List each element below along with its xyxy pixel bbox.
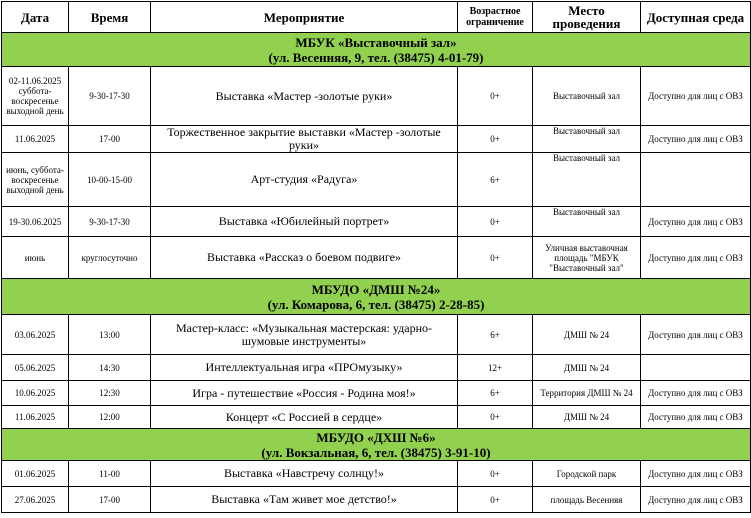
cell-event: Выставка «Юбилейный портрет»	[151, 207, 458, 237]
cell-access: Доступно для лиц с ОВЗ	[641, 381, 751, 406]
cell-date: 03.06.2025	[2, 315, 69, 355]
cell-event: Интеллектуальная игра «ПРОмузыку»	[151, 355, 458, 381]
cell-age: 0+	[458, 487, 533, 513]
table-row	[2, 315, 751, 355]
cell-time: 13:00	[69, 315, 151, 355]
section-header	[2, 279, 751, 315]
cell-age: 6+	[458, 381, 533, 406]
cell-access: Доступно для лиц с ОВЗ	[641, 406, 751, 429]
cell-event: Выставка «Навстречу солнцу!»	[151, 461, 458, 487]
cell-access: Доступно для лиц с ОВЗ	[641, 461, 751, 487]
cell-time: 9-30-17-30	[69, 207, 151, 237]
cell-date: 05.06.2025	[2, 355, 69, 381]
cell-place: ДМШ № 24	[533, 355, 641, 381]
table-row	[2, 487, 751, 513]
cell-event: Арт-студия «Радуга»	[151, 153, 458, 207]
cell-age: 0+	[458, 207, 533, 237]
cell-date: 10.06.2025	[2, 381, 69, 406]
table-row	[2, 153, 751, 207]
section-name: МБУДО «ДМШ №24»	[311, 281, 441, 297]
cell-event: Игра - путешествие «Россия - Родина моя!»	[151, 381, 458, 406]
table-row	[2, 67, 751, 126]
table-row	[2, 406, 751, 429]
table-row	[2, 355, 751, 381]
section-address: (ул. Весенняя, 9, тел. (38475) 4-01-79)	[268, 49, 484, 65]
table-row	[2, 461, 751, 487]
header-date: Дата	[2, 2, 69, 33]
table-row	[2, 126, 751, 153]
cell-age: 0+	[458, 406, 533, 429]
section-address: (ул. Комарова, 6, тел. (38475) 2-28-85)	[267, 296, 485, 312]
cell-access: Доступно для лиц с ОВЗ	[641, 67, 751, 126]
cell-place: Городской парк	[533, 461, 641, 487]
cell-place: Территория ДМШ № 24	[533, 381, 641, 406]
cell-date: 01.06.2025	[2, 461, 69, 487]
cell-place: Выставочный зал	[533, 126, 641, 153]
header-row	[2, 2, 751, 33]
cell-age: 0+	[458, 126, 533, 153]
cell-access: Доступно для лиц с ОВЗ	[641, 237, 751, 279]
cell-place: Уличная выставочная площадь "МБУК "Выставочный зал"	[533, 237, 641, 279]
cell-date: 27.06.2025	[2, 487, 69, 513]
table-row	[2, 207, 751, 237]
header-event: Мероприятие	[151, 2, 458, 33]
cell-access	[641, 355, 751, 381]
cell-event: Выставка «Там живет мое детство!»	[151, 487, 458, 513]
header-age: Возрастное ограничение	[458, 2, 533, 33]
cell-date: 11.06.2025	[2, 126, 69, 153]
cell-place: ДМШ № 24	[533, 406, 641, 429]
events-table	[1, 1, 751, 513]
cell-time: 17-00	[69, 487, 151, 513]
section-address: (ул. Вокзальная, 6, тел. (38475) 3-91-10)	[261, 444, 491, 460]
cell-access: Доступно для лиц с ОВЗ	[641, 207, 751, 237]
cell-time: 14:30	[69, 355, 151, 381]
table-row	[2, 237, 751, 279]
header-access: Доступная среда	[641, 2, 751, 33]
cell-time: 9-30-17-30	[69, 67, 151, 126]
cell-time: круглосуточно	[69, 237, 151, 279]
cell-place: площадь Весенняя	[533, 487, 641, 513]
cell-age: 6+	[458, 315, 533, 355]
cell-event: Выставка «Рассказ о боевом подвиге»	[151, 237, 458, 279]
cell-access: Доступно для лиц с ОВЗ	[641, 126, 751, 153]
cell-time: 17-00	[69, 126, 151, 153]
cell-place: Выставочный зал	[533, 67, 641, 126]
cell-time: 12:30	[69, 381, 151, 406]
cell-place: ДМШ № 24	[533, 315, 641, 355]
cell-age: 0+	[458, 67, 533, 126]
section-name: МБУК «Выставочный зал»	[295, 34, 457, 50]
cell-age: 12+	[458, 355, 533, 381]
cell-event: Торжественное закрытие выставки «Мастер -золотые руки»	[151, 126, 458, 153]
cell-access: Доступно для лиц с ОВЗ	[641, 487, 751, 513]
section-header	[2, 429, 751, 461]
table-row	[2, 381, 751, 406]
cell-date: июнь, суббота-воскресенье выходной день	[2, 153, 69, 207]
cell-place: Выставочный зал	[533, 153, 641, 207]
header-place: Место проведения	[533, 2, 641, 33]
header-time: Время	[69, 2, 151, 33]
cell-time: 11-00	[69, 461, 151, 487]
cell-event: Мастер-класс: «Музыкальная мастерская: ударно-шумовые инструменты»	[151, 315, 458, 355]
section-header	[2, 33, 751, 67]
cell-time: 10-00-15-00	[69, 153, 151, 207]
cell-event: Выставка «Мастер -золотые руки»	[151, 67, 458, 126]
cell-date: 19-30.06.2025	[2, 207, 69, 237]
cell-access: Доступно для лиц с ОВЗ	[641, 315, 751, 355]
cell-access	[641, 153, 751, 207]
cell-date: июнь	[2, 237, 69, 279]
cell-place: Выставочный зал	[533, 207, 641, 237]
cell-date: 11.06.2025	[2, 406, 69, 429]
cell-age: 0+	[458, 237, 533, 279]
cell-event: Концерт «С Россией в сердце»	[151, 406, 458, 429]
cell-time: 12:00	[69, 406, 151, 429]
section-name: МБУДО «ДХШ №6»	[316, 429, 436, 445]
cell-age: 0+	[458, 461, 533, 487]
cell-age: 6+	[458, 153, 533, 207]
cell-date: 02-11.06.2025 суббота-воскресенье выходной день	[2, 67, 69, 126]
